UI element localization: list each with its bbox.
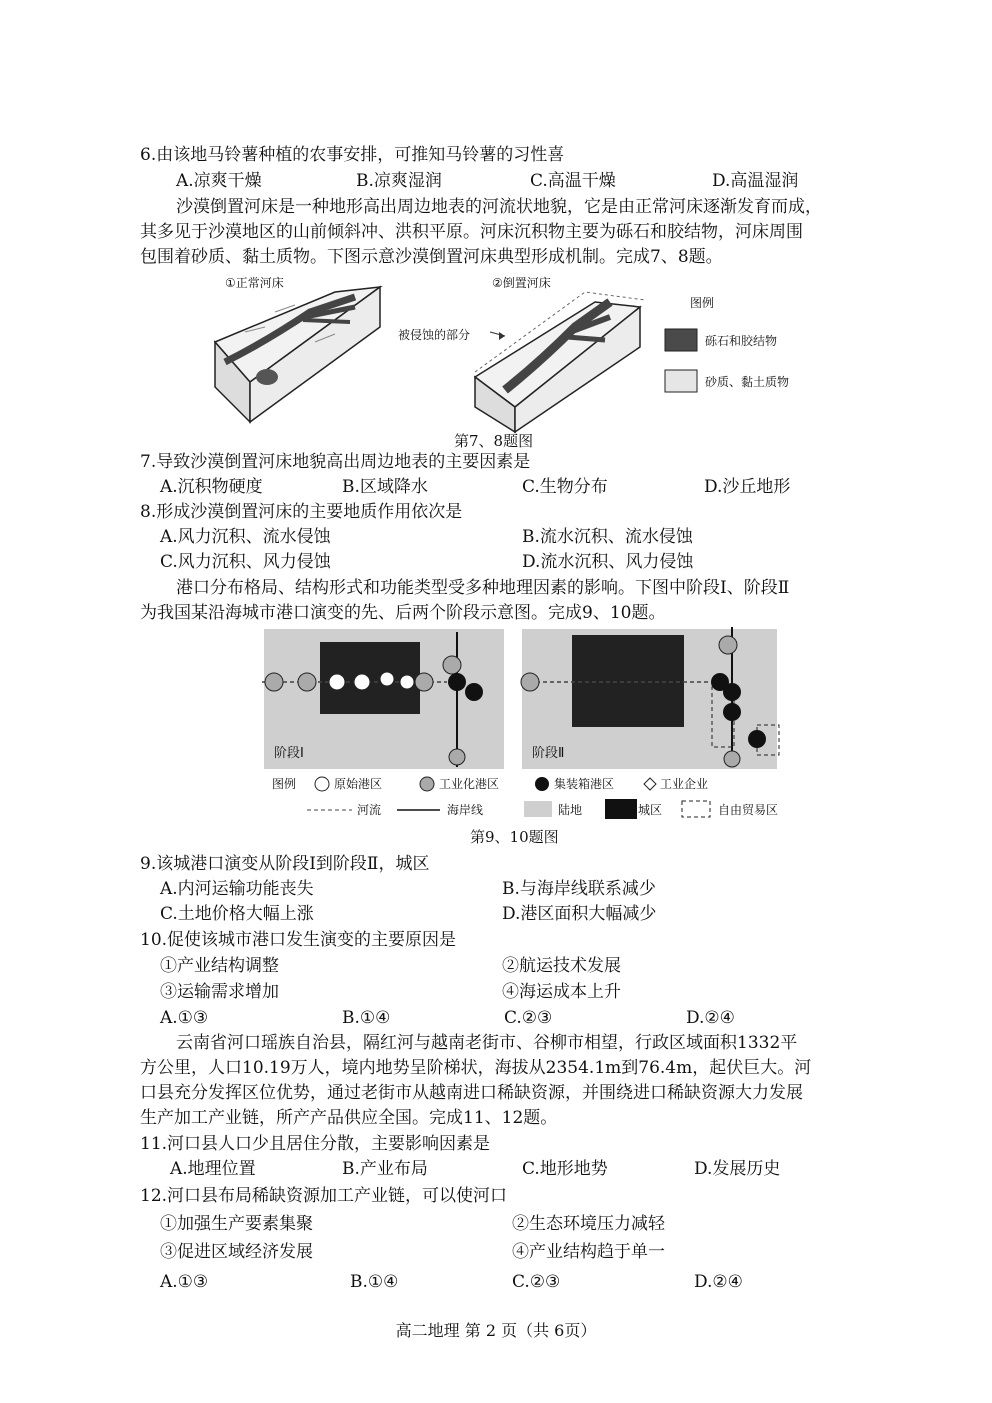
passage-3-line-2: 方公里，人口10.19万人，境内地势呈阶梯状，海拔从2354.1m到76.4m，起伏巨大。河 [140, 1058, 812, 1078]
stage-1-industrial-port [449, 749, 465, 765]
q11-option-a: A.地理位置 [170, 1159, 256, 1179]
stage-2-industrial-port [719, 636, 737, 654]
passage-3-line-3: 口县充分发挥区位优势，通过老街市从越南进口稀缺资源，并围绕进口稀缺资源大力发展 [140, 1083, 803, 1103]
legend-sand-swatch [665, 370, 697, 392]
stage-1-industrial-port [265, 673, 283, 691]
q7-option-c: C.生物分布 [522, 477, 608, 497]
q10-option-d: D.②④ [686, 1008, 735, 1028]
legend-city: 城区 [638, 803, 663, 817]
question-12-stem: 12.河口县布局稀缺资源加工产业链，可以使河口 [140, 1186, 508, 1206]
passage-3-line-1: 云南省河口瑶族自治县，隔红河与越南老街市、谷柳市相望，行政区域面积1332平 [176, 1033, 798, 1053]
q9-option-d: D.港区面积大幅减少 [502, 904, 657, 924]
q8-option-b: B.流水沉积、流水侵蚀 [522, 527, 693, 547]
q8-option-c: C.风力沉积、风力侵蚀 [160, 552, 331, 572]
q7-option-b: B.区域降水 [342, 477, 428, 497]
question-8-stem: 8.形成沙漠倒置河床的主要地质作用依次是 [140, 502, 463, 522]
stage-1-original-port [354, 674, 370, 690]
stage-2-label: 阶段Ⅱ [532, 746, 565, 761]
passage-2-line-1: 港口分布格局、结构形式和功能类型受多种地理因素的影响。下图中阶段Ⅰ、阶段Ⅱ [176, 578, 790, 598]
label-inverted-riverbed: ②倒置河床 [492, 276, 551, 290]
label-eroded-part: 被侵蚀的部分 [398, 328, 471, 342]
q12-option-c: C.②③ [512, 1272, 561, 1292]
q11-option-b: B.产业布局 [342, 1159, 428, 1179]
q7-option-d: D.沙丘地形 [704, 477, 791, 497]
inverted-riverbed-block [475, 292, 645, 432]
stage-1-original-port [380, 672, 394, 686]
q12-option-b: B.①④ [350, 1272, 399, 1292]
q8-option-d: D.流水沉积、风力侵蚀 [522, 552, 694, 572]
q11-option-c: C.地形地势 [522, 1159, 608, 1179]
q10-item-4: ④海运成本上升 [502, 982, 621, 1002]
label-normal-riverbed: ①正常河床 [225, 276, 284, 290]
legend-title: 图例 [690, 296, 715, 310]
stage-1-label: 阶段Ⅰ [274, 746, 304, 761]
q6-option-d: D.高温湿润 [712, 171, 799, 191]
question-7-stem: 7.导致沙漠倒置河床地貌高出周边地表的主要因素是 [140, 452, 531, 472]
passage-1-line-3: 包围着砂质、黏土质物。下图示意沙漠倒置河床典型形成机制。完成7、8题。 [140, 247, 723, 267]
stage-1-industrial-port [298, 673, 316, 691]
stage-2-city [572, 635, 684, 727]
figure-2-caption: 第9、10题图 [470, 828, 559, 846]
q12-item-1: ①加强生产要素集聚 [160, 1214, 313, 1234]
stage-2-container-port [748, 730, 766, 748]
q10-item-1: ①产业结构调整 [160, 956, 279, 976]
legend-gravel-swatch [665, 329, 697, 351]
legend-gravel-label: 砾石和胶结物 [705, 334, 778, 348]
legend-land: 陆地 [558, 803, 583, 817]
legend-original-port: 原始港区 [334, 777, 383, 791]
q10-item-3: ③运输需求增加 [160, 982, 279, 1002]
q6-option-c: C.高温干燥 [530, 171, 616, 191]
q7-option-a: A.沉积物硬度 [160, 477, 263, 497]
page-footer: 高二地理 第 2 页（共 6页） [395, 1321, 597, 1340]
question-9-stem: 9.该城港口演变从阶段Ⅰ到阶段Ⅱ，城区 [140, 854, 430, 874]
q12-option-a: A.①③ [160, 1272, 209, 1292]
stage-1-container-port [465, 683, 483, 701]
q10-option-b: B.①④ [342, 1008, 391, 1028]
legend-coastline: 海岸线 [447, 803, 484, 817]
q10-option-a: A.①③ [160, 1008, 209, 1028]
legend-enterprise: 工业企业 [660, 777, 709, 791]
q8-option-a: A.风力沉积、流水侵蚀 [160, 527, 331, 547]
figure-1-caption: 第7、8题图 [454, 432, 534, 450]
q10-item-2: ②航运技术发展 [502, 956, 621, 976]
legend-container-port: 集装箱港区 [554, 777, 615, 791]
question-6-stem: 6.由该地马铃薯种植的农事安排，可推知马铃薯的习性喜 [140, 145, 565, 165]
q12-option-d: D.②④ [694, 1272, 743, 1292]
legend-industrial-port: 工业化港区 [439, 777, 500, 791]
fig2-legend-title: 图例 [272, 777, 297, 791]
stage-2-industrial-port [521, 673, 539, 691]
q9-option-c: C.土地价格大幅上涨 [160, 904, 314, 924]
passage-1-line-2: 其多见于沙漠地区的山前倾斜冲、洪积平原。河床沉积物主要为砾石和胶结物，河床周围 [140, 222, 803, 242]
stage-1-original-port [400, 675, 414, 689]
stage-2-container-port [723, 703, 741, 721]
q9-option-a: A.内河运输功能丧失 [160, 879, 314, 899]
question-11-stem: 11.河口县人口少且居住分散，主要影响因素是 [140, 1134, 491, 1154]
q12-item-3: ③促进区域经济发展 [160, 1242, 313, 1262]
stage-1-industrial-port [415, 673, 433, 691]
stage-1-container-port [448, 673, 466, 691]
q6-option-a: A.凉爽干燥 [176, 171, 262, 191]
q12-item-4: ④产业结构趋于单一 [512, 1242, 665, 1262]
question-10-stem: 10.促使该城市港口发生演变的主要原因是 [140, 930, 457, 950]
legend-river: 河流 [357, 803, 382, 817]
q11-option-d: D.发展历史 [694, 1159, 781, 1179]
stage-1-industrial-port [443, 656, 461, 674]
legend-sand-label: 砂质、黏土质物 [705, 375, 790, 389]
stage-2-container-port [723, 683, 741, 701]
stage-1-original-port [329, 674, 345, 690]
normal-riverbed-block [215, 287, 380, 422]
passage-3-line-4: 生产加工产业链，所产产品供应全国。完成11、12题。 [140, 1108, 558, 1128]
q9-option-b: B.与海岸线联系减少 [502, 879, 656, 899]
q12-item-2: ②生态环境压力减轻 [512, 1214, 665, 1234]
stage-2-industrial-port [724, 751, 740, 767]
q10-option-c: C.②③ [504, 1008, 553, 1028]
passage-1-line-1: 沙漠倒置河床是一种地形高出周边地表的河流状地貌，它是由正常河床逐渐发育而成， [176, 197, 822, 217]
passage-2-line-2: 为我国某沿海城市港口演变的先、后两个阶段示意图。完成9、10题。 [140, 603, 666, 623]
figure-inverted-riverbed [205, 272, 825, 452]
figure-port-evolution [262, 627, 802, 823]
q6-option-b: B.凉爽湿润 [356, 171, 442, 191]
legend-free-trade-zone: 自由贸易区 [718, 803, 779, 817]
